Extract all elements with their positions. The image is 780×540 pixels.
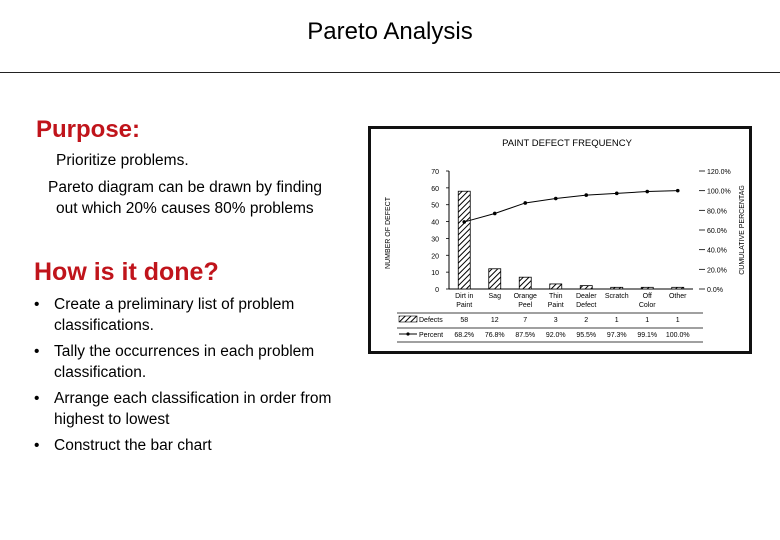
pareto-chart <box>371 129 749 351</box>
step-text-cont: classifications. <box>54 317 154 334</box>
cumulative-point <box>462 220 466 224</box>
purpose-line-3: out which 20% causes 80% problems <box>56 200 314 217</box>
y-tick-label: 20 <box>431 253 439 261</box>
defects-value-cell: 7 <box>523 317 528 324</box>
step-text: Construct the bar chart <box>54 437 212 454</box>
chart-title: PAINT DEFECT FREQUENCY <box>502 138 632 149</box>
legend-percent-label: Percent <box>419 332 444 339</box>
y2-tick-label: 0.0% <box>707 287 723 294</box>
bullet-icon: • <box>34 343 40 360</box>
bullet-icon: • <box>34 390 40 407</box>
category-label-line2: Defect <box>576 302 597 309</box>
category-label-line2: Paint <box>456 302 473 309</box>
defects-value-cell: 12 <box>490 317 499 324</box>
defects-value-cell: 58 <box>460 317 469 324</box>
percent-value-cell: 97.3% <box>606 332 627 339</box>
slide-title: Pareto Analysis <box>307 18 473 45</box>
category-label: Dealer <box>575 293 597 300</box>
step-item <box>34 388 364 430</box>
defect-bar <box>611 287 623 289</box>
category-label: Other <box>668 293 687 300</box>
defect-bar <box>550 284 562 289</box>
step-text-cont: highest to lowest <box>54 411 170 428</box>
percent-value-cell: 68.2% <box>454 332 475 339</box>
category-label: Dirt in <box>455 293 474 300</box>
defect-bar <box>519 277 531 289</box>
step-item <box>34 294 364 336</box>
defects-value-cell: 1 <box>675 317 680 324</box>
percent-value-cell: 99.1% <box>637 332 658 339</box>
defect-bar <box>641 287 653 289</box>
defects-value-cell: 2 <box>584 317 589 324</box>
y2-tick-label: 20.0% <box>707 267 727 275</box>
legend-bar-swatch <box>399 316 417 322</box>
purpose-heading: Purpose: <box>36 116 141 143</box>
y2-tick-label: 40.0% <box>707 247 727 255</box>
percent-value-cell: 95.5% <box>576 332 597 339</box>
y2-tick-label: 100.0% <box>707 188 731 196</box>
defect-bar <box>580 286 592 289</box>
y-tick-label: 40 <box>431 219 439 227</box>
y2-tick-label: 60.0% <box>707 228 727 235</box>
purpose-line-1: Prioritize problems. <box>56 152 189 169</box>
category-label: Scratch <box>604 293 629 300</box>
cumulative-point <box>615 192 619 196</box>
defect-bar <box>672 287 684 289</box>
bullet-icon: • <box>34 296 40 313</box>
cumulative-point <box>584 193 588 197</box>
step-text: Arrange each classification in order from <box>54 390 332 407</box>
y-tick-label: 10 <box>431 270 439 278</box>
steps-list <box>34 294 364 461</box>
cumulative-percent-line <box>464 191 678 222</box>
cumulative-point <box>554 197 558 201</box>
defect-bar <box>458 191 470 289</box>
cumulative-point <box>523 201 527 205</box>
title-divider <box>0 72 780 73</box>
purpose-line-2: Pareto diagram can be drawn by finding <box>48 179 322 196</box>
category-label-line2: Paint <box>547 302 564 309</box>
step-text: Tally the occurrences in each problem <box>54 343 315 360</box>
cumulative-point <box>493 212 497 216</box>
percent-value-cell: 100.0% <box>665 332 690 339</box>
defects-value-cell: 1 <box>645 317 650 324</box>
step-item <box>34 435 364 456</box>
y2-axis-label: CUMULATIVE PERCENTAG <box>739 185 746 275</box>
y-axis-label: NUMBER OF DEFECT <box>385 197 392 269</box>
how-heading: How is it done? <box>34 258 219 286</box>
category-label-line2: Peel <box>518 302 533 309</box>
category-label-line2: Color <box>638 302 656 309</box>
y2-tick-label: 80.0% <box>707 208 727 216</box>
step-text: Create a preliminary list of problem <box>54 296 295 313</box>
legend-defects-label: Defects <box>419 317 443 324</box>
y-tick-label: 30 <box>431 236 439 244</box>
defects-value-cell: 1 <box>614 317 619 324</box>
percent-value-cell: 87.5% <box>515 332 536 339</box>
y2-tick-label: 120.0% <box>707 169 731 176</box>
pareto-chart-frame <box>368 126 752 354</box>
category-label: Off <box>642 293 652 300</box>
step-item <box>34 341 364 383</box>
legend-line-marker <box>406 332 409 335</box>
cumulative-point <box>645 190 649 194</box>
cumulative-point <box>676 189 680 193</box>
defect-bar <box>489 269 501 289</box>
percent-value-cell: 76.8% <box>484 332 505 339</box>
category-label: Orange <box>513 293 537 300</box>
category-label: Sag <box>488 293 501 300</box>
bullet-icon: • <box>34 437 40 454</box>
percent-value-cell: 92.0% <box>545 332 566 339</box>
y-tick-label: 0 <box>435 287 439 294</box>
y-tick-label: 60 <box>431 185 439 193</box>
y-tick-label: 70 <box>431 169 439 176</box>
step-text-cont: classification. <box>54 364 147 381</box>
y-tick-label: 50 <box>431 202 439 210</box>
defects-value-cell: 3 <box>553 317 558 324</box>
category-label: Thin <box>548 293 563 300</box>
